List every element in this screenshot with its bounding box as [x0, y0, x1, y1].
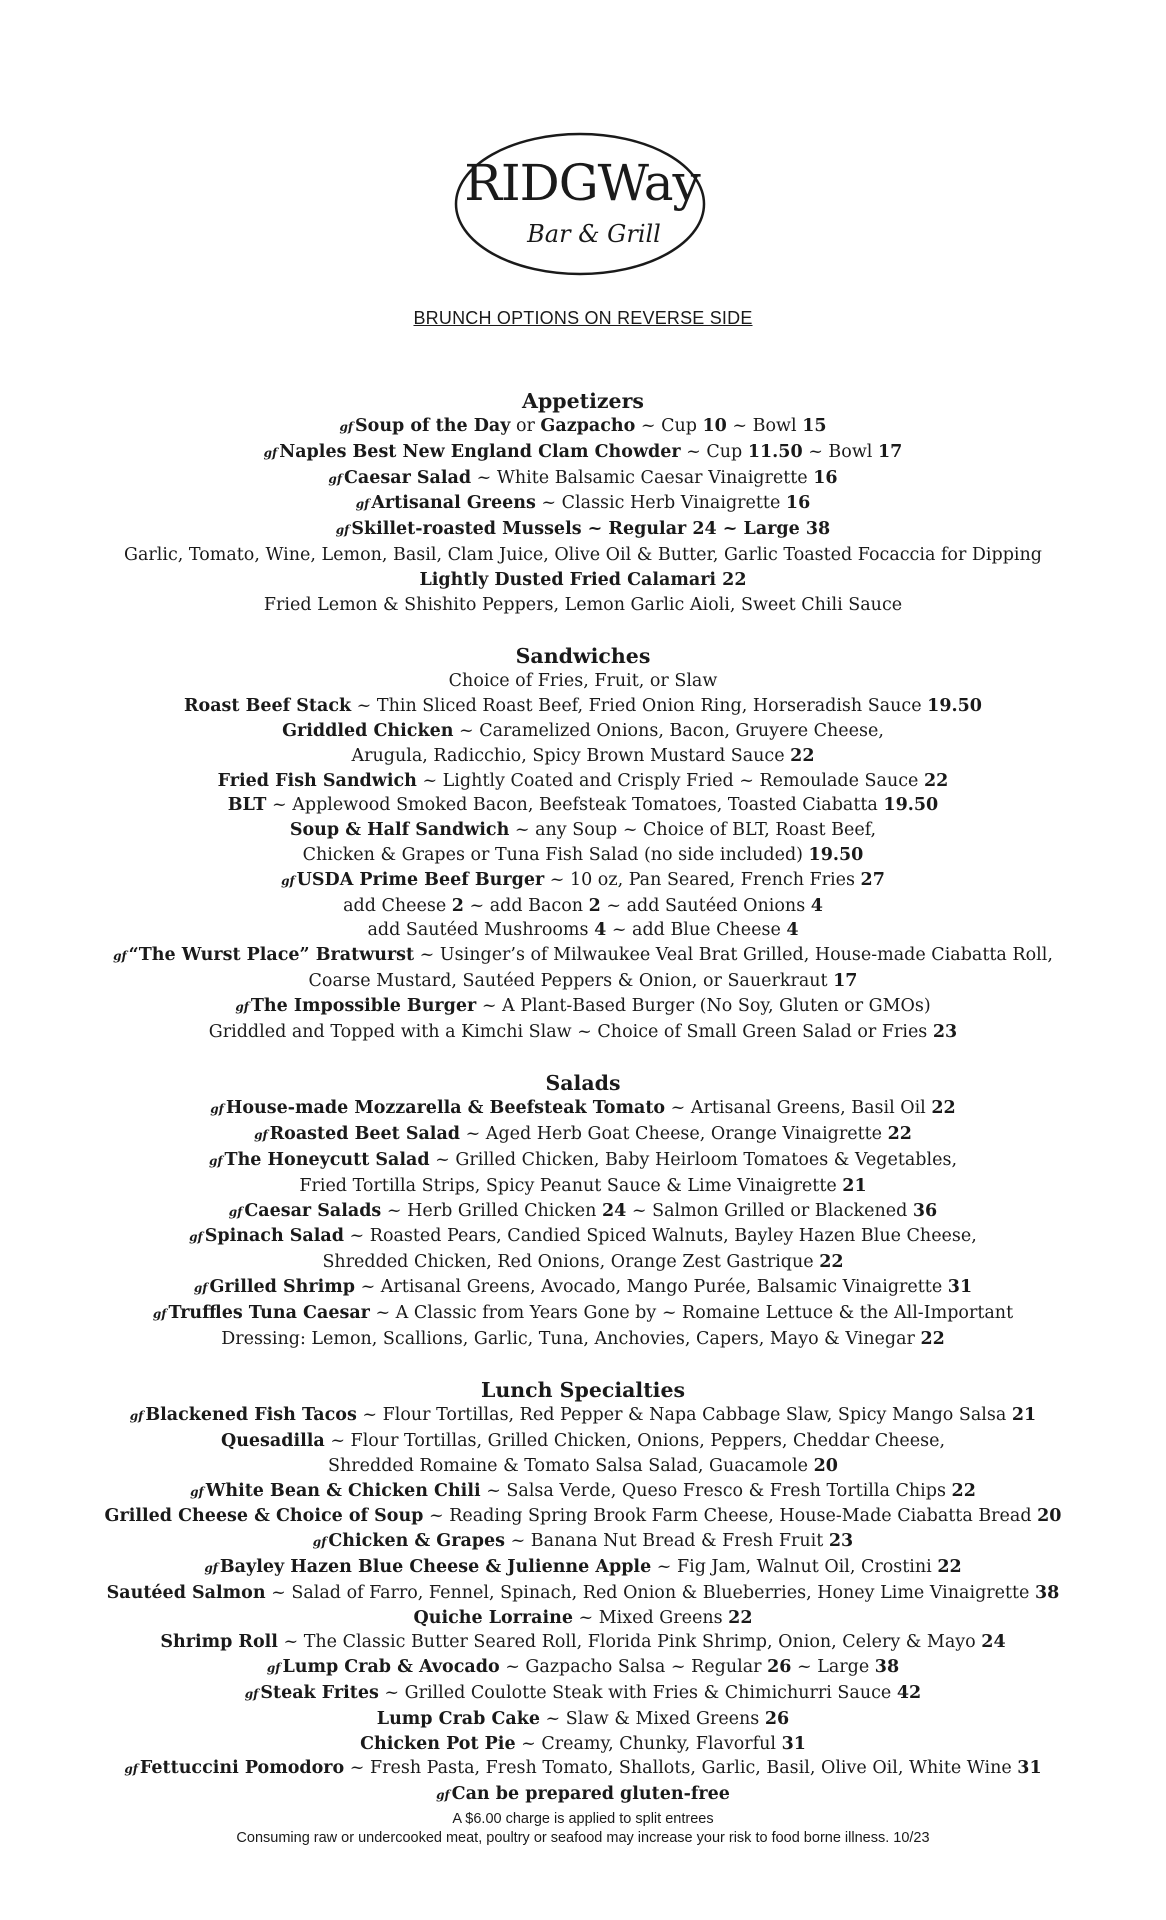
menu-line-bold-text: 26: [764, 1708, 790, 1729]
menu-line-bold-text: Grilled Shrimp: [209, 1276, 355, 1297]
menu-section: [40, 1070, 1126, 1351]
gluten-free-tag: gf: [124, 1762, 138, 1777]
menu-line-text: ~ Fig Jam, Walnut Oil, Crostini: [651, 1557, 938, 1578]
menu-line-bold-text: Roasted Beet Salad: [269, 1124, 461, 1145]
gluten-free-tag: gf: [263, 445, 278, 460]
menu-line-text: ~ Salad of Farro, Fennel, Spinach, Red Onion & Blueberries, Honey Lime Vinaigrette: [265, 1582, 1035, 1603]
menu-line: [40, 1681, 1126, 1707]
menu-line-bold-text: 22: [951, 1480, 976, 1501]
menu-line-bold-text: Truffles Tuna Caesar: [168, 1302, 370, 1323]
menu-section: [40, 1377, 1126, 1808]
ridgway-logo: [452, 130, 708, 278]
menu-line-text: ~ Artisanal Greens, Avocado, Mango Purée, Balsamic Vinaigrette: [355, 1276, 948, 1297]
menu-line-text: ~ Bowl: [802, 441, 878, 462]
menu-section: [40, 388, 1126, 617]
gluten-free-tag: gf: [189, 1230, 203, 1245]
section-title: Salads: [545, 1071, 621, 1096]
menu-line-bold-text: Steak Frites: [260, 1683, 379, 1704]
menu-line: [40, 1327, 1126, 1352]
menu-line: [40, 1581, 1126, 1606]
menu-line: [40, 868, 1126, 894]
menu-line-text: ~ Large: [791, 1657, 875, 1678]
menu-line-bold-text: The Honeycutt Salad: [224, 1149, 430, 1170]
menu-line-text: ~ add Blue Cheese: [606, 920, 787, 941]
menu-line-bold-text: Chicken & Grapes: [328, 1531, 506, 1552]
menu-line-bold-text: Bayley Hazen Blue Cheese & Julienne Apple: [219, 1557, 652, 1578]
brunch-notice: BRUNCH OPTIONS ON REVERSE SIDE: [413, 308, 753, 328]
gluten-free-tag: gf: [312, 1535, 327, 1550]
menu-line-text: ~ Applewood Smoked Bacon, Beefsteak Tomatoes, Toasted Ciabatta: [266, 795, 884, 816]
menu-line-text: ~ add Bacon: [463, 895, 589, 916]
menu-line-text: ~ Banana Nut Bread & Fresh Fruit: [505, 1531, 829, 1552]
menu-line-bold-text: 38: [874, 1657, 900, 1678]
menu-line-text: ~ Cup: [680, 441, 748, 462]
menu-line: [40, 1096, 1126, 1122]
menu-line-bold-text: USDA Prime Beef Burger: [296, 869, 545, 890]
menu-line: [40, 1224, 1126, 1250]
footer: [0, 1810, 1166, 1848]
menu-line-text: add Sautéed Mushrooms: [367, 920, 595, 941]
menu-line-text: Coarse Mustard, Sautéed Peppers & Onion, or Sauerkraut: [308, 970, 834, 991]
gluten-free-tag: gf: [129, 1409, 144, 1424]
menu-line: [40, 1275, 1126, 1301]
menu-line: [40, 1655, 1126, 1681]
section-title: Sandwiches: [515, 644, 651, 669]
menu-line-bold-text: Lump Crab & Avocado: [282, 1657, 500, 1678]
menu-line-text: Griddled and Topped with a Kimchi Slaw ~ Choice of Small Green Salad or Fries: [208, 1021, 933, 1042]
gluten-free-tag: gf: [436, 1788, 450, 1803]
menu-line-bold-text: 4: [810, 895, 823, 916]
menu-line: [40, 769, 1126, 794]
menu-line-bold-text: Lump Crab Cake: [376, 1708, 540, 1729]
gluten-free-tag: gf: [254, 1128, 268, 1143]
menu-line-text: ~ Mixed Greens: [572, 1607, 729, 1628]
menu-line: [40, 1756, 1126, 1782]
menu-line: [40, 466, 1126, 492]
menu-line-bold-text: Chicken Pot Pie: [360, 1733, 516, 1754]
menu-line-bold-text: 38: [1034, 1582, 1060, 1603]
menu-line-text: Shredded Romaine & Tomato Salsa Salad, Guacamole: [328, 1455, 814, 1476]
menu-line-text: Garlic, Tomato, Wine, Lemon, Basil, Clam Juice, Olive Oil & Butter, Garlic Toasted Focaccia for Dipping: [124, 544, 1042, 565]
menu-line-text: or: [510, 416, 541, 436]
health-warning: Consuming raw or undercooked meat, poultry or seafood may increase your risk to food borne illness. 10/23: [236, 1830, 930, 1846]
gluten-free-tag: gf: [208, 1153, 223, 1168]
menu-line-text: ~ Gazpacho Salsa ~ Regular: [499, 1657, 768, 1678]
menu-line: [40, 1403, 1126, 1429]
menu-line-bold-text: 21: [1011, 1405, 1037, 1426]
menu-line-text: ~ Classic Herb Vinaigrette: [535, 493, 786, 514]
menu-line-bold-text: The Impossible Burger: [250, 995, 477, 1016]
menu-line: [40, 1174, 1126, 1199]
menu-line: [40, 969, 1126, 994]
menu-line: [40, 1555, 1126, 1581]
menu-line-text: ~ Roasted Pears, Candied Spiced Walnuts, Bayley Hazen Blue Cheese,: [343, 1226, 977, 1247]
menu-line-bold-text: 10: [702, 416, 727, 436]
menu-line-bold-text: 31: [1017, 1758, 1042, 1779]
menu-line: [40, 440, 1126, 466]
menu-line-bold-text: 23: [828, 1531, 854, 1552]
menu-line-bold-text: 22: [728, 1607, 753, 1628]
menu-line-bold-text: 2: [588, 895, 601, 916]
menu-line: [40, 1250, 1126, 1275]
menu-line: [40, 918, 1126, 943]
menu-line-bold-text: 42: [896, 1683, 922, 1704]
menu-line-bold-text: Fried Fish Sandwich: [217, 770, 417, 791]
menu-line: [40, 543, 1126, 568]
menu-line-bold-text: White Bean & Chicken Chili: [205, 1480, 481, 1501]
menu-line-text: ~ Lightly Coated and Crisply Fried ~ Remoulade Sauce: [416, 770, 924, 791]
menu-line-bold-text: 36: [912, 1200, 938, 1221]
menu-line-text: Shredded Chicken, Red Onions, Orange Zest Gastrique: [322, 1252, 820, 1273]
menu-line-bold-text: BLT: [227, 795, 267, 816]
menu-line-text: ~ Salsa Verde, Queso Fresco & Fresh Tortilla Chips: [480, 1480, 952, 1501]
menu-line-bold-text: Naples Best New England Clam Chowder: [279, 441, 681, 462]
menu-line: [40, 1148, 1126, 1174]
menu-line-text: Chicken & Grapes or Tuna Fish Salad (no side included): [302, 844, 809, 865]
menu-line-bold-text: Grilled Cheese & Choice of Soup: [104, 1506, 424, 1527]
menu-line-text: ~ Grilled Coulotte Steak with Fries & Chimichurri Sauce: [378, 1683, 897, 1704]
menu-line: [40, 1732, 1126, 1757]
menu-line-bold-text: 26: [767, 1657, 792, 1678]
menu-sections: [40, 388, 1126, 1834]
menu-line: [40, 1301, 1126, 1327]
menu-line-bold-text: Soup of the Day: [355, 416, 511, 436]
gluten-free-tag: gf: [235, 999, 249, 1014]
menu-line-bold-text: 22: [923, 770, 949, 791]
menu-section: [40, 643, 1126, 1044]
menu-line-text: ~ Creamy, Chunky, Flavorful: [515, 1733, 782, 1754]
menu-line-bold-text: 22: [887, 1124, 912, 1145]
menu-line-bold-text: Blackened Fish Tacos: [145, 1405, 357, 1426]
menu-line: [40, 994, 1126, 1020]
menu-line-bold-text: Sautéed Salmon: [106, 1582, 266, 1603]
gluten-free-tag: gf: [244, 1687, 259, 1702]
menu-line-text: ~ Caramelized Onions, Bacon, Gruyere Cheese,: [453, 720, 884, 741]
gluten-free-tag: gf: [339, 420, 354, 434]
menu-line-text: ~ Aged Herb Goat Cheese, Orange Vinaigrette: [460, 1124, 888, 1145]
menu-line-bold-text: 21: [842, 1175, 867, 1196]
menu-line-text: ~ A Classic from Years Gone by ~ Romaine Lettuce & the All-Important: [369, 1302, 1014, 1323]
gluten-free-tag: gf: [335, 523, 350, 538]
section-title: Appetizers: [522, 389, 644, 413]
menu-line: [40, 1782, 1126, 1808]
menu-line-bold-text: 27: [860, 869, 885, 890]
menu-line-bold-text: Fettuccini Pomodoro: [139, 1758, 345, 1779]
gluten-free-tag: gf: [152, 1306, 167, 1321]
menu-line: [40, 1529, 1126, 1555]
menu-line: [40, 1122, 1126, 1148]
menu-line-text: Fried Tortilla Strips, Spicy Peanut Sauce & Lime Vinaigrette: [299, 1175, 843, 1196]
menu-line: [40, 793, 1126, 818]
menu-line-text: ~ The Classic Butter Seared Roll, Florida Pink Shrimp, Onion, Celery & Mayo: [277, 1632, 982, 1653]
menu-line-text: ~ Fresh Pasta, Fresh Tomato, Shallots, Garlic, Basil, Olive Oil, White Wine: [344, 1758, 1018, 1779]
menu-line-text: ~ Flour Tortillas, Red Pepper & Napa Cabbage Slaw, Spicy Mango Salsa: [356, 1405, 1012, 1426]
menu-line: [40, 669, 1126, 694]
menu-line-text: Dressing: Lemon, Scallions, Garlic, Tuna, Anchovies, Capers, Mayo & Vinegar: [221, 1328, 921, 1349]
menu-line-bold-text: 23: [932, 1021, 958, 1042]
menu-line-bold-text: 19.50: [808, 844, 864, 865]
menu-line-text: ~ Cup: [635, 416, 703, 436]
menu-line-bold-text: Spinach Salad: [204, 1226, 344, 1247]
menu-line-bold-text: 22: [920, 1328, 945, 1349]
menu-line-text: Arugula, Radicchio, Spicy Brown Mustard Sauce: [351, 745, 791, 766]
gluten-free-tag: gf: [228, 1204, 243, 1219]
gluten-free-tag: gf: [113, 949, 127, 964]
menu-line: [40, 1199, 1126, 1225]
menu-line-bold-text: 17: [877, 441, 903, 462]
menu-line-text: add Cheese: [343, 895, 452, 916]
menu-line-bold-text: 2: [451, 895, 464, 916]
menu-line-bold-text: Artisanal Greens: [371, 493, 536, 514]
menu-line-text: ~ Salmon Grilled or Blackened: [626, 1200, 913, 1221]
menu-line-bold-text: Quiche Lorraine: [413, 1607, 573, 1628]
menu-line-bold-text: 4: [594, 920, 607, 941]
gluten-free-tag: gf: [210, 1102, 224, 1117]
menu-line-bold-text: 24: [601, 1200, 627, 1221]
menu-line-text: ~ A Plant-Based Burger (No Soy, Gluten or GMOs): [476, 995, 931, 1016]
logo-name: RIDGWay: [464, 154, 700, 212]
menu-line: [40, 843, 1126, 868]
menu-line: [40, 943, 1126, 969]
menu-line-text: ~ Slaw & Mixed Greens: [539, 1708, 765, 1729]
menu-line-bold-text: “The Wurst Place” Bratwurst: [128, 945, 415, 966]
menu-line-text: Choice of Fries, Fruit, or Slaw: [448, 671, 718, 692]
gluten-free-tag: gf: [204, 1561, 218, 1576]
menu-line-text: Fried Lemon & Shishito Peppers, Lemon Garlic Aioli, Sweet Chili Sauce: [263, 594, 903, 615]
menu-line: [40, 1606, 1126, 1631]
menu-line-text: ~ 10 oz, Pan Seared, French Fries: [544, 869, 861, 890]
menu-line: [40, 694, 1126, 719]
menu-line: [40, 1707, 1126, 1732]
menu-line-bold-text: 16: [813, 467, 838, 488]
menu-line-bold-text: 19.50: [883, 795, 939, 816]
menu-line-text: ~ Thin Sliced Roast Beef, Fried Onion Ring, Horseradish Sauce: [351, 696, 928, 717]
menu-line-bold-text: Gazpacho: [540, 416, 636, 436]
menu-line-bold-text: Soup & Half Sandwich: [289, 820, 510, 841]
menu-line-text: ~ Usinger’s of Milwaukee Veal Brat Grilled, House-made Ciabatta Roll,: [414, 945, 1053, 966]
menu-line: [40, 744, 1126, 769]
menu-line: [40, 1479, 1126, 1505]
menu-line-bold-text: 19.50: [927, 696, 982, 717]
menu-line: [40, 1429, 1126, 1454]
menu-line-bold-text: 15: [802, 416, 827, 436]
menu-line-bold-text: 22: [819, 1252, 844, 1273]
gluten-free-tag: gf: [355, 497, 370, 512]
menu-line: [40, 1454, 1126, 1479]
menu-line-text: ~ Herb Grilled Chicken: [381, 1200, 602, 1221]
menu-line-bold-text: Roast Beef Stack: [184, 696, 352, 717]
menu-line-bold-text: 20: [1037, 1506, 1062, 1527]
menu-line-text: ~ Reading Spring Brook Farm Cheese, House-Made Ciabatta Bread: [423, 1506, 1038, 1527]
gluten-free-tag: gf: [193, 1280, 208, 1295]
menu-line-bold-text: Skillet-roasted Mussels ~ Regular 24 ~ Large 38: [351, 519, 831, 540]
menu-line: [40, 414, 1126, 440]
menu-line-text: ~ any Soup ~ Choice of BLT, Roast Beef,: [509, 820, 877, 841]
gluten-free-tag: gf: [328, 471, 342, 486]
menu-line-bold-text: 22: [931, 1098, 956, 1119]
gluten-free-tag: gf: [281, 873, 295, 888]
menu-line-bold-text: Shrimp Roll: [160, 1632, 278, 1653]
menu-line-bold-text: 22: [790, 745, 815, 766]
menu-line: [40, 818, 1126, 843]
menu-line-bold-text: 4: [786, 920, 799, 941]
split-charge-note: A $6.00 charge is applied to split entrees: [452, 1811, 714, 1827]
menu-line: [40, 593, 1126, 618]
menu-line-bold-text: Caesar Salads: [244, 1200, 382, 1221]
menu-line: [40, 491, 1126, 517]
logo-tagline: Bar & Grill: [527, 220, 661, 248]
gluten-free-tag: gf: [190, 1484, 204, 1499]
menu-line: [40, 1504, 1126, 1529]
menu-line-text: ~ add Sautéed Onions: [600, 895, 811, 916]
menu-line-bold-text: Caesar Salad: [343, 467, 472, 488]
menu-line-bold-text: Quesadilla: [220, 1431, 325, 1452]
menu-line-bold-text: House-made Mozzarella & Beefsteak Tomato: [225, 1098, 666, 1119]
menu-line-bold-text: 31: [781, 1733, 806, 1754]
menu-line-text: ~ Artisanal Greens, Basil Oil: [665, 1098, 932, 1119]
menu-line: [40, 1020, 1126, 1045]
menu-line-bold-text: 22: [937, 1557, 962, 1578]
menu-line-bold-text: Can be prepared gluten-free: [451, 1784, 730, 1805]
menu-line-text: ~ Bowl: [726, 416, 803, 436]
menu-line-bold-text: 16: [785, 493, 811, 514]
menu-line-bold-text: 20: [813, 1455, 838, 1476]
section-title: Lunch Specialties: [480, 1378, 686, 1403]
gluten-free-tag: gf: [266, 1661, 281, 1676]
menu-line: [40, 719, 1126, 744]
menu-line-bold-text: 31: [947, 1276, 973, 1297]
menu-line-text: ~ Flour Tortillas, Grilled Chicken, Onions, Peppers, Cheddar Cheese,: [324, 1431, 946, 1452]
menu-line-bold-text: Griddled Chicken: [282, 720, 454, 741]
menu-line-bold-text: 11.50: [747, 441, 803, 462]
menu-line-text: ~ Grilled Chicken, Baby Heirloom Tomatoes & Vegetables,: [429, 1149, 958, 1170]
menu-line: [40, 894, 1126, 919]
menu-line-text: ~ White Balsamic Caesar Vinaigrette: [471, 467, 814, 488]
menu-line-bold-text: Lightly Dusted Fried Calamari 22: [419, 569, 747, 590]
menu-line: [40, 1630, 1126, 1655]
menu-line: [40, 568, 1126, 593]
menu-line: [40, 517, 1126, 543]
menu-line-bold-text: 17: [833, 970, 858, 991]
menu-line-bold-text: 24: [981, 1632, 1006, 1653]
